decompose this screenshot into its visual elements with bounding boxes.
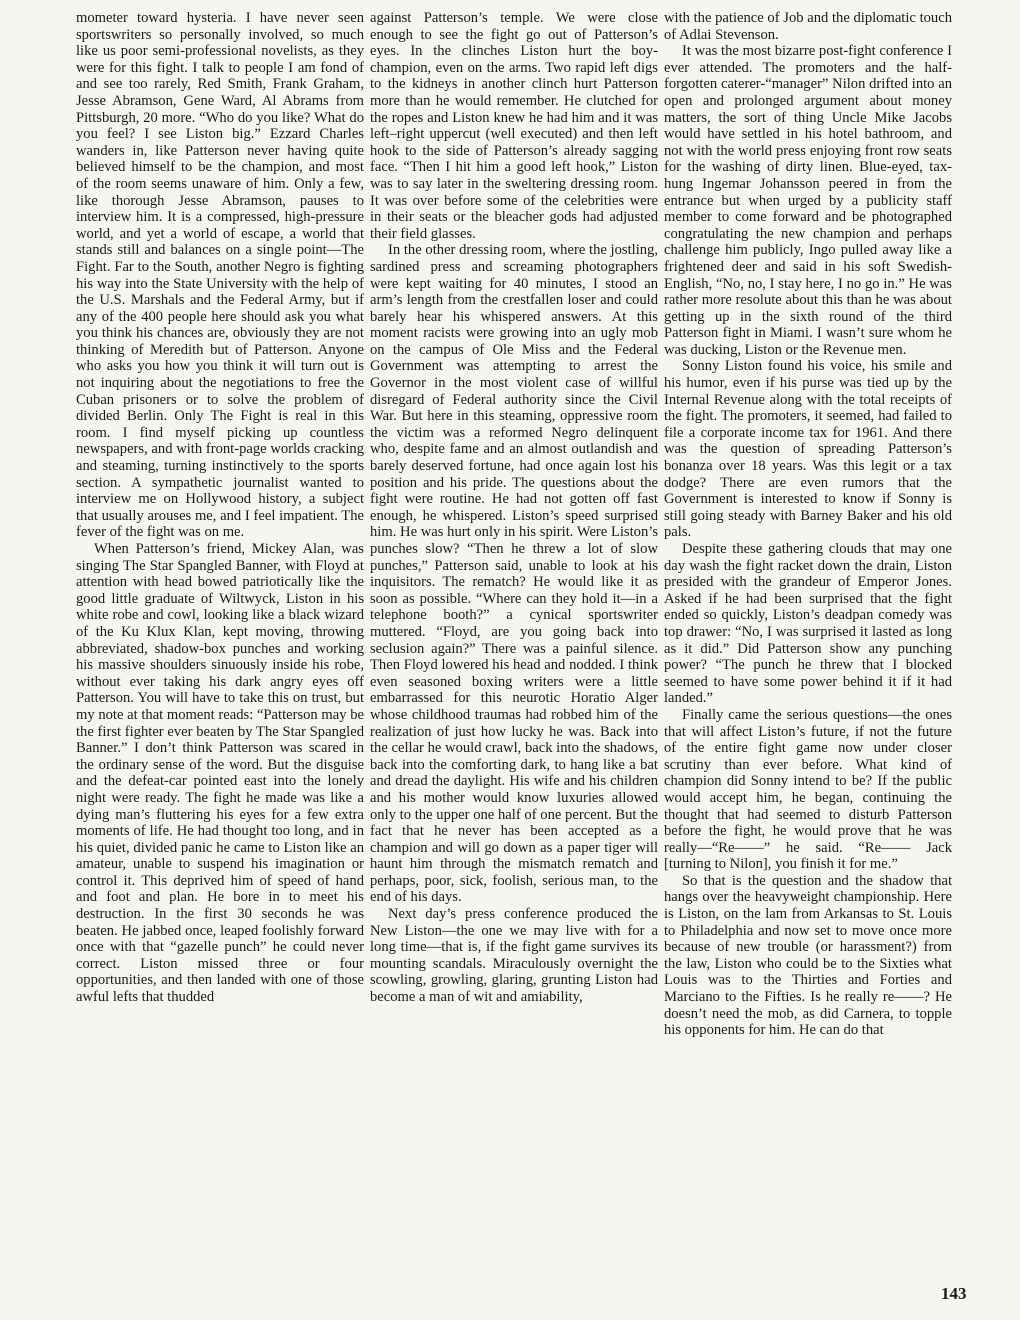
paragraph: Finally came the serious questions—the ones that will affect Liston’s future, if not the future of the entire fight game now under closer scrutiny than ever before. What kind of champion did Sonny intend to be? If the public would accept him, he began, continuing the thought that had seemed to disturb Patterson before the fight, he would prove that he was really—“Re——” he said. “Re—— Jack [turning to Nilon], you finish it for me.” — [664, 706, 952, 873]
paragraph: with the patience of Job and the diplomatic touch of Adlai Stevenson. — [664, 10, 952, 43]
text-column-3 — [664, 10, 952, 1039]
paragraph: mometer toward hysteria. I have never seen sportswriters so personally involved, so much like us poor semi-professional novelists, as they were for this fight. I talk to people I am fond of and see too rarely, Red Smith, Frank Graham, Jesse Abramson, Gene Ward, Al Abrams from Pittsburgh, 20 more. “Who do you like? What do you feel? I see Liston big.” Ezzard Charles wanders in, like Patterson never having quite believed himself to be the champion, and most of the room seems unaware of him. Only a few, like thorough Jesse Abramson, pauses to interview him. It is a compressed, high-pressure world, and yet a world of escape, a world that stands still and balances on a single point—The Fight. Far to the South, another Negro is fighting his way into the State University with the help of the U.S. Marshals and the Federal Army, but if any of the 400 people here should ask you what you think his chances are, obviously they are not thinking of Meredith but of Patterson. Anyone who asks you how you think it will turn out is not inquiring about the negotiations to free the Cuban prisoners or to solve the problem of divided Berlin. Only The Fight is real in this room. I find myself picking up countless newspapers, and with front-page worlds cracking and steaming, turning instinctively to the sports section. A sympathetic journalist wanted to interview me on Hollywood history, a subject that usually arouses me, and I feel impatient. The fever of the fight was on me. — [76, 10, 364, 541]
paragraph: Next day’s press conference produced the New Liston—the one we may live with for a long time—that is, if the fight game survives its mounting scandals. Miraculously overnight the scowling, growling, glaring, grunting Liston had become a man of wit and amiability, — [370, 906, 658, 1006]
page-number: 143 — [941, 1284, 967, 1303]
paragraph: It was the most bizarre post-fight conference I ever attended. The promoters and the half-forgotten caterer-“manager” Nilon drifted into an open and prolonged argument about money matters, the sort of thing Uncle Mike Jacobs would have settled in his hotel bathroom, and not with the world press enjoying front row seats for the washing of dirty linen. Blue-eyed, tax-hung Ingemar Johansson peered in from the entrance but when urged by a publicity staff member to come forward and be photographed congratulating the new champion and perhaps challenge him publicly, Ingo pulled away like a frightened deer and said in his soft Swedish-English, “No, no, I stay here, I no go in.” He was rather more resolute about this than he was about getting up in the sixth round of the third Patterson fight in Miami. I wasn’t sure whom he was ducking, Liston or the Revenue men. — [664, 43, 952, 358]
text-column-1 — [76, 10, 364, 1006]
paragraph: When Patterson’s friend, Mickey Alan, was singing The Star Spangled Banner, with Floyd at attention with head bowed patriotically like the good little graduate of Wiltwyck, Liston in his white robe and cowl, looking like a black wizard of the Ku Klux Klan, kept moving, throwing abbreviated, shadow-box punches and working his massive shoulders sinuously inside his robe, without ever taking his dark angry eyes off Patterson. You will have to take this on trust, but my note at that moment reads: “Patterson may be the first fighter ever beaten by The Star Spangled Banner.” I don’t think Patterson was scared in the ordinary sense of the word. But the disguise and the defeat-car pointed east into the lonely night were ready. The fight he made was like a dying man’s fluttering his eyes for a few extra moments of life. He had thought too long, and in his quiet, divided panic he came to Liston like an amateur, unable to suspend his imagination or control it. This deprived him of speed of hand and foot and plan. He bore in to meet his destruction. In the first 30 seconds he was beaten. He jabbed once, leaped foolishly forward once with that “gazelle punch” he could never correct. Liston missed three or four opportunities, and then landed with one of those awful lefts that thudded — [76, 541, 364, 1006]
text-column-2 — [370, 10, 658, 1006]
paragraph: Sonny Liston found his voice, his smile and his humor, even if his purse was tied up by the Internal Revenue along with the total receipts of the fight. The promoters, it seemed, had failed to file a corporate income tax for 1961. And there was the question of spreading Patterson’s bonanza over 18 years. Was this legit or a tax dodge? There are even rumors that the Government is interested to know if Sonny is still going steady with Barney Baker and his old pals. — [664, 358, 952, 541]
paragraph: Despite these gathering clouds that may one day wash the fight racket down the drain, Liston presided with the grandeur of Emperor Jones. Asked if he had been surprised that the fight ended so quickly, Liston’s deadpan comedy was top drawer: “No, I was surprised it lasted as long as it did.” Did Patterson show any punching power? “The punch he threw that I blocked seemed to have some power behind it if it had landed.” — [664, 541, 952, 707]
paragraph: against Patterson’s temple. We were close enough to see the fight go out of Patterson’s eyes. In the clinches Liston hurt the boy-champion, even on the arms. Two rapid left digs to the kidneys in another clinch hurt Patterson more than he would remember. He clutched for the ropes and Liston knew he had him and it was left–right uppercut (well executed) and then left hook to the side of Patterson’s already sagging face. “Then I hit him a good left hook,” Liston was to say later in the sweltering dressing room. It was over before some of the celebrities were in their seats or the bleacher gods had adjusted their field glasses. — [370, 10, 658, 242]
paragraph: In the other dressing room, where the jostling, sardined press and screaming photographers were kept waiting for 40 minutes, I stood an arm’s length from the crestfallen loser and could barely hear his whispered answers. At this moment racists were growing into an ugly mob on the campus of Ole Miss and the Federal Government was attempting to arrest the Governor in the most violent case of willful disregard of Federal authority since the Civil War. But here in this steaming, oppressive room the victim was a reformed Negro delinquent who, despite fame and an almost outlandish and barely deserved fortune, had once again lost his position and his pride. The questions about the fight were routine. He had not gotten off fast enough, he whispered. Liston’s speed surprised him. He was hurt only in his spirit. Were Liston’s punches slow? “Then he threw a lot of slow punches,” Patterson said, unable to look at his inquisitors. The rematch? He would like it as soon as possible. “Where can they hold it—in a telephone booth?” a cynical sportswriter muttered. “Floyd, are you going back into seclusion again?” There was a painful silence. Then Floyd lowered his head and nodded. I think even seasoned boxing writers were a little embarrassed for this neurotic Horatio Alger whose childhood traumas had robbed him of the realization of just how lucky he was. Back into the cellar he would crawl, back into the shadows, back into the comforting dark, to hang like a bat and dread the daylight. His wife and his children and his mother would know luxuries allowed only to the upper one half of one percent. But the fact that he never has been accepted as a champion and will go down as a paper tiger will haunt him through the mismatch rematch and perhaps, poor, sick, foolish, serious man, to the end of his days. — [370, 242, 658, 906]
paragraph: So that is the question and the shadow that hangs over the heavyweight championship. Here is Liston, on the lam from Arkansas to St. Louis to Philadelphia and now set to move once more because of new trouble (or harassment?) from the law, Liston who could be to the Sixties what Louis was to the Thirties and Forties and Marciano to the Fifties. Is he really re——? He doesn’t need the mob, as did Carnera, to topple his opponents for him. He can do that — [664, 872, 952, 1039]
